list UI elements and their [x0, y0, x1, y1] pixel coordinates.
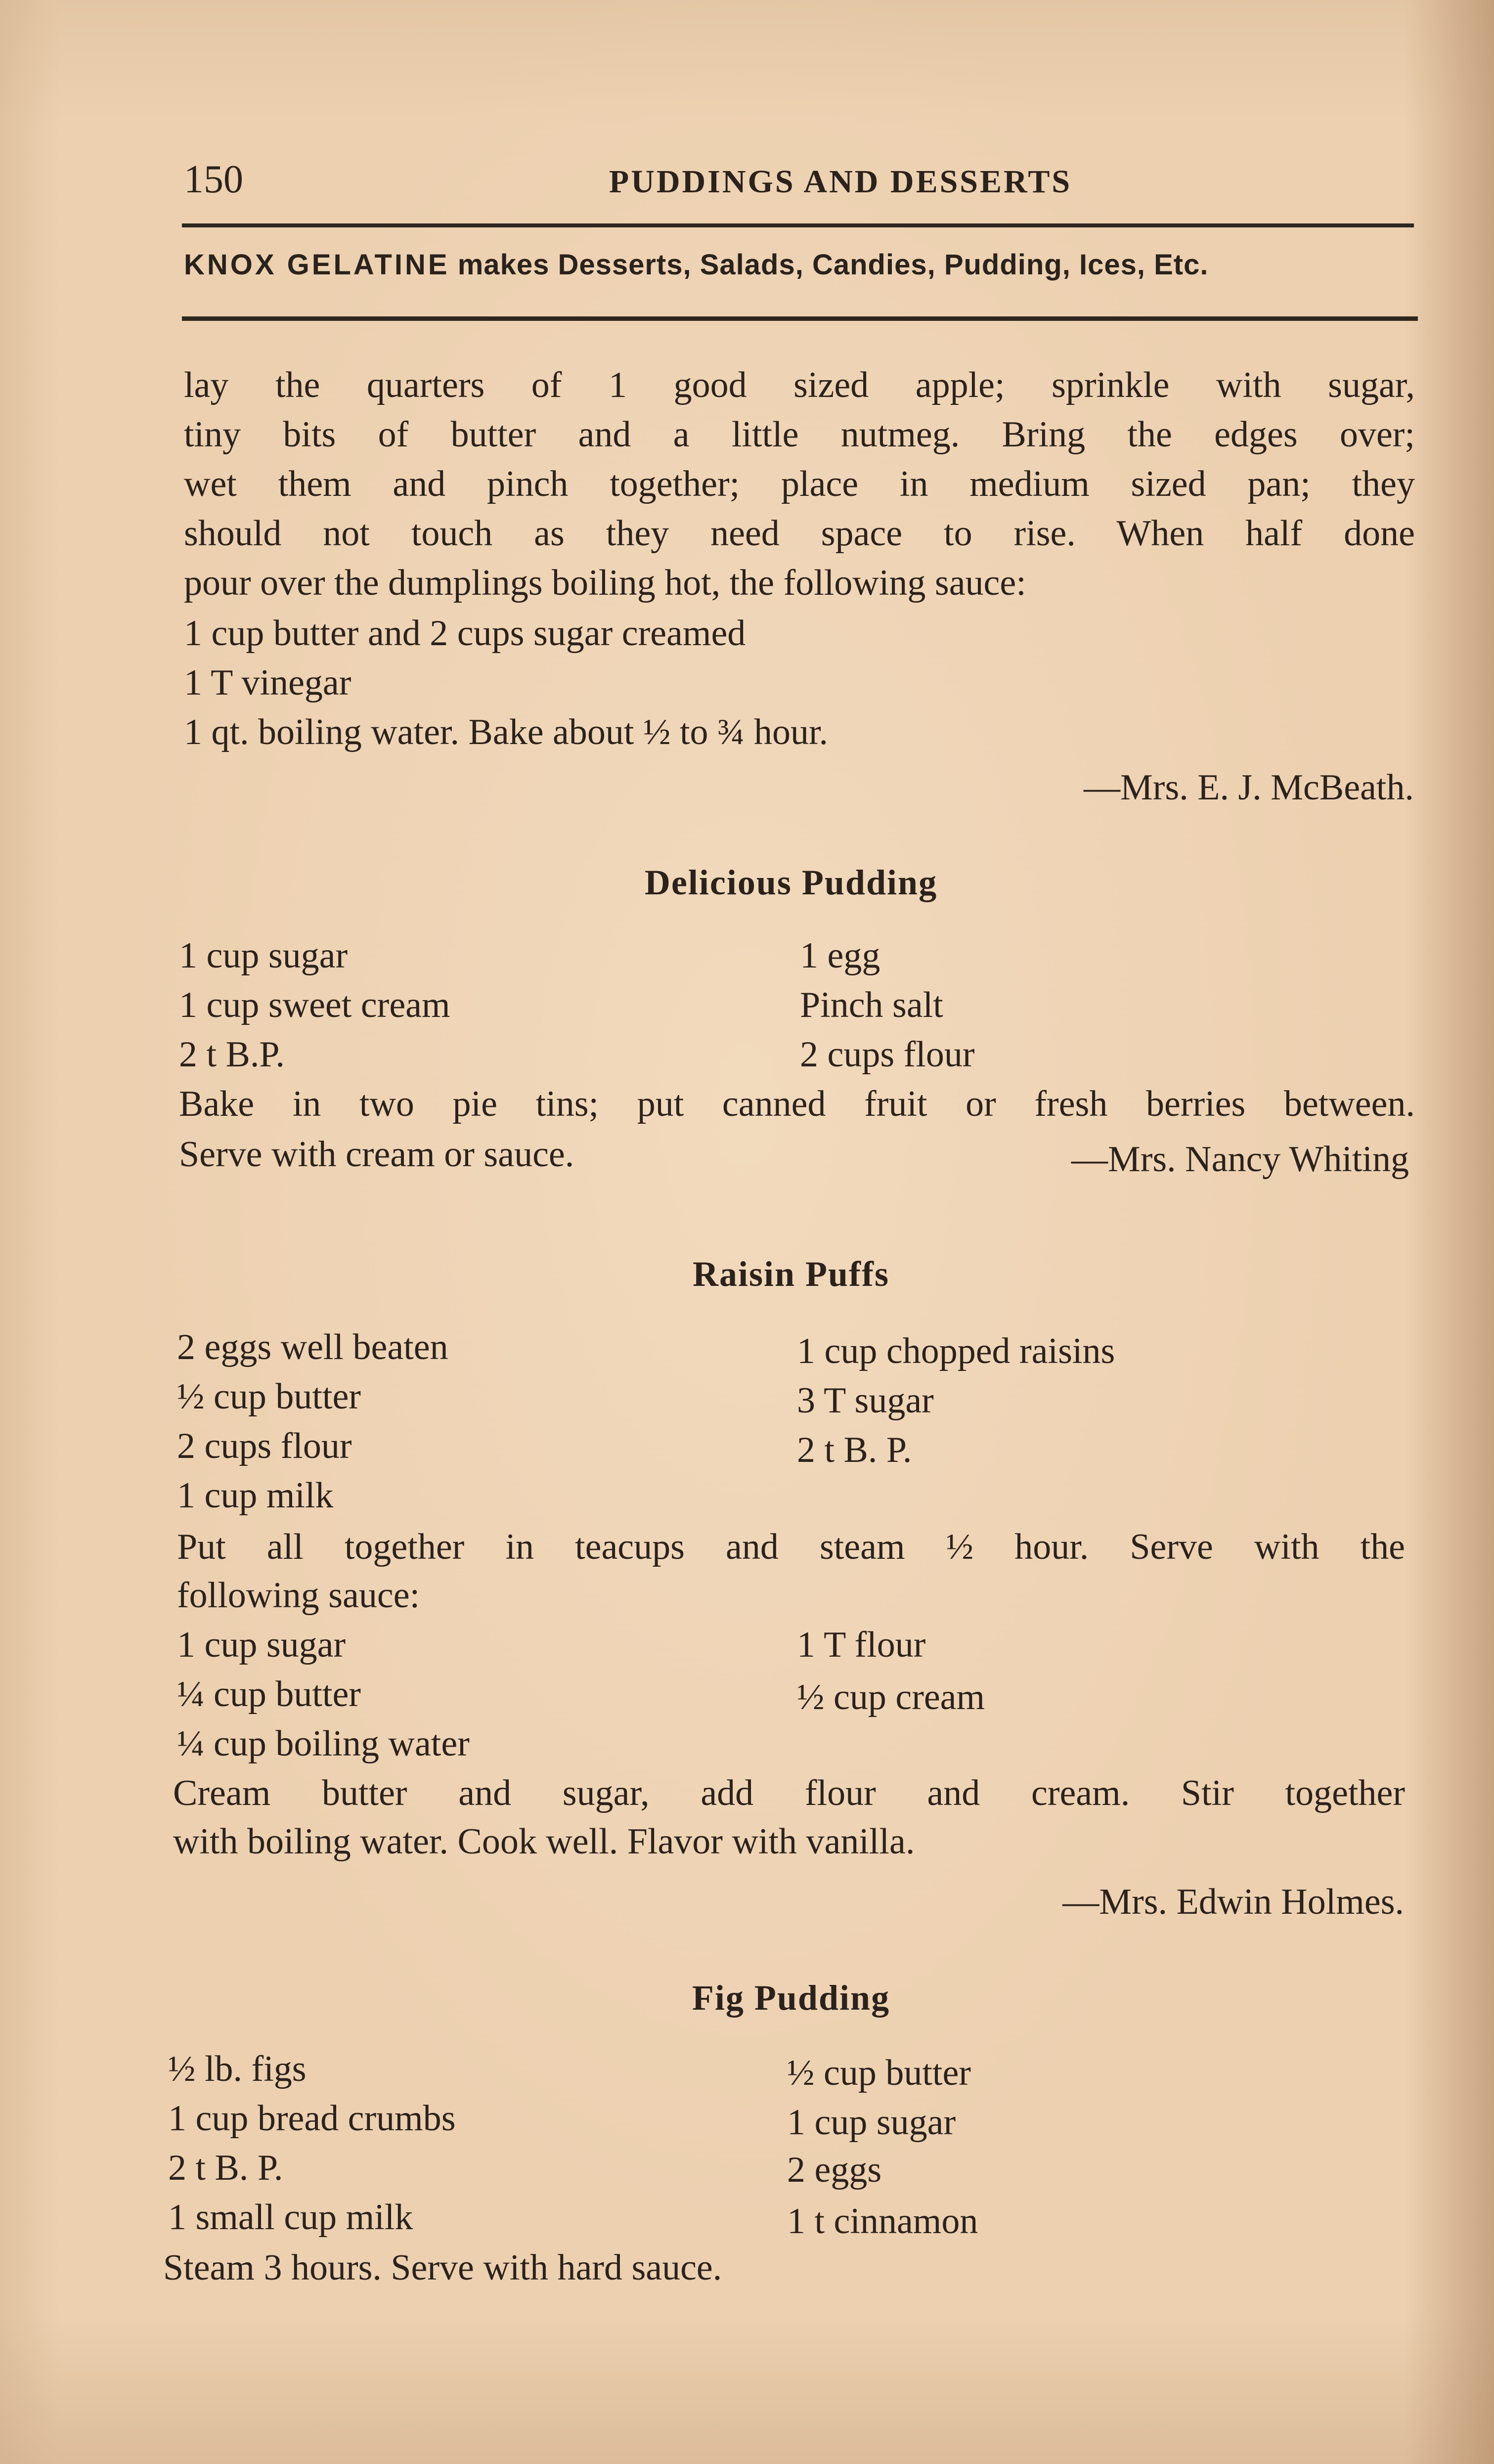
running-title: PUDDINGS AND DESSERTS [609, 164, 1072, 200]
banner-text: makes Desserts, Salads, Candies, Pudding, Ices, Etc. [457, 249, 1209, 281]
sauce-ingredient: ¼ cup butter [177, 1674, 361, 1715]
ingredient: 2 t B.P. [179, 1034, 285, 1075]
sauce-directions-line: Cream butter and sugar, add flour and cream. Stir together [173, 1773, 1405, 1813]
header-rule [182, 223, 1414, 227]
paragraph-line: tiny bits of butter and a little nutmeg. Bring the edges over; [184, 414, 1415, 455]
recipe-title-raisin-puffs: Raisin Puffs [692, 1254, 890, 1294]
ingredient: 2 eggs [787, 2150, 882, 2190]
ingredient: 1 cup milk [177, 1475, 334, 1516]
ingredient: 1 cup bread crumbs [168, 2098, 456, 2139]
paragraph-line: should not touch as they need space to rise. When half done [184, 513, 1415, 554]
directions-line: Bake in two pie tins; put canned fruit or fresh berries between. [179, 1084, 1415, 1124]
ingredient: 1 cup chopped raisins [797, 1331, 1115, 1371]
ingredient: ½ lb. figs [168, 2049, 307, 2089]
sauce-directions-line: with boiling water. Cook well. Flavor with vanilla. [173, 1821, 915, 1862]
directions-line: Steam 3 hours. Serve with hard sauce. [163, 2247, 722, 2288]
paragraph-line: wet them and pinch together; place in medium sized pan; they [184, 464, 1415, 504]
sauce-line: 1 cup butter and 2 cups sugar creamed [184, 613, 746, 654]
advertising-banner [184, 248, 1414, 281]
ingredient: 2 t B. P. [168, 2148, 283, 2188]
ingredient: 1 t cinnamon [787, 2201, 978, 2242]
paragraph-line: pour over the dumplings boiling hot, the following sauce: [184, 563, 1026, 603]
ingredient: 1 cup sweet cream [179, 985, 450, 1025]
ingredient: Pinch salt [800, 985, 943, 1025]
sauce-line: 1 qt. boiling water. Bake about ½ to ¾ hour. [184, 712, 829, 752]
ingredient: ½ cup butter [787, 2053, 971, 2093]
ingredient: 1 small cup milk [168, 2197, 413, 2238]
directions-line: following sauce: [177, 1575, 420, 1616]
directions-line: Put all together in teacups and steam ½ hour. Serve with the [177, 1527, 1405, 1567]
directions-line: Serve with cream or sauce. [179, 1134, 574, 1175]
attribution: —Mrs. Nancy Whiting [1071, 1139, 1409, 1180]
ingredient: 3 T sugar [797, 1380, 934, 1421]
page-number: 150 [184, 158, 243, 201]
ingredient: 2 t B. P. [797, 1430, 912, 1470]
ingredient: 1 cup sugar [179, 935, 348, 976]
banner-rule [182, 316, 1418, 321]
ingredient: 1 cup sugar [787, 2102, 956, 2143]
ingredient: 2 cups flour [177, 1426, 352, 1466]
ingredient: 2 cups flour [800, 1034, 975, 1075]
banner-brand: KNOX GELATINE [184, 249, 450, 281]
sauce-line: 1 T vinegar [184, 662, 352, 703]
sauce-ingredient: ¼ cup boiling water [177, 1723, 470, 1764]
ingredient: 2 eggs well beaten [177, 1327, 448, 1367]
attribution: —Mrs. E. J. McBeath. [1084, 767, 1414, 808]
sauce-ingredient: 1 T flour [797, 1625, 926, 1665]
recipe-title-delicious-pudding: Delicious Pudding [644, 863, 938, 902]
recipe-title-fig-pudding: Fig Pudding [692, 1978, 890, 2018]
attribution: —Mrs. Edwin Holmes. [1062, 1882, 1404, 1922]
sauce-ingredient: 1 cup sugar [177, 1625, 346, 1665]
sauce-ingredient: ½ cup cream [797, 1677, 985, 1717]
ingredient: ½ cup butter [177, 1376, 361, 1417]
ingredient: 1 egg [800, 935, 880, 976]
paragraph-line: lay the quarters of 1 good sized apple; sprinkle with sugar, [184, 365, 1415, 405]
